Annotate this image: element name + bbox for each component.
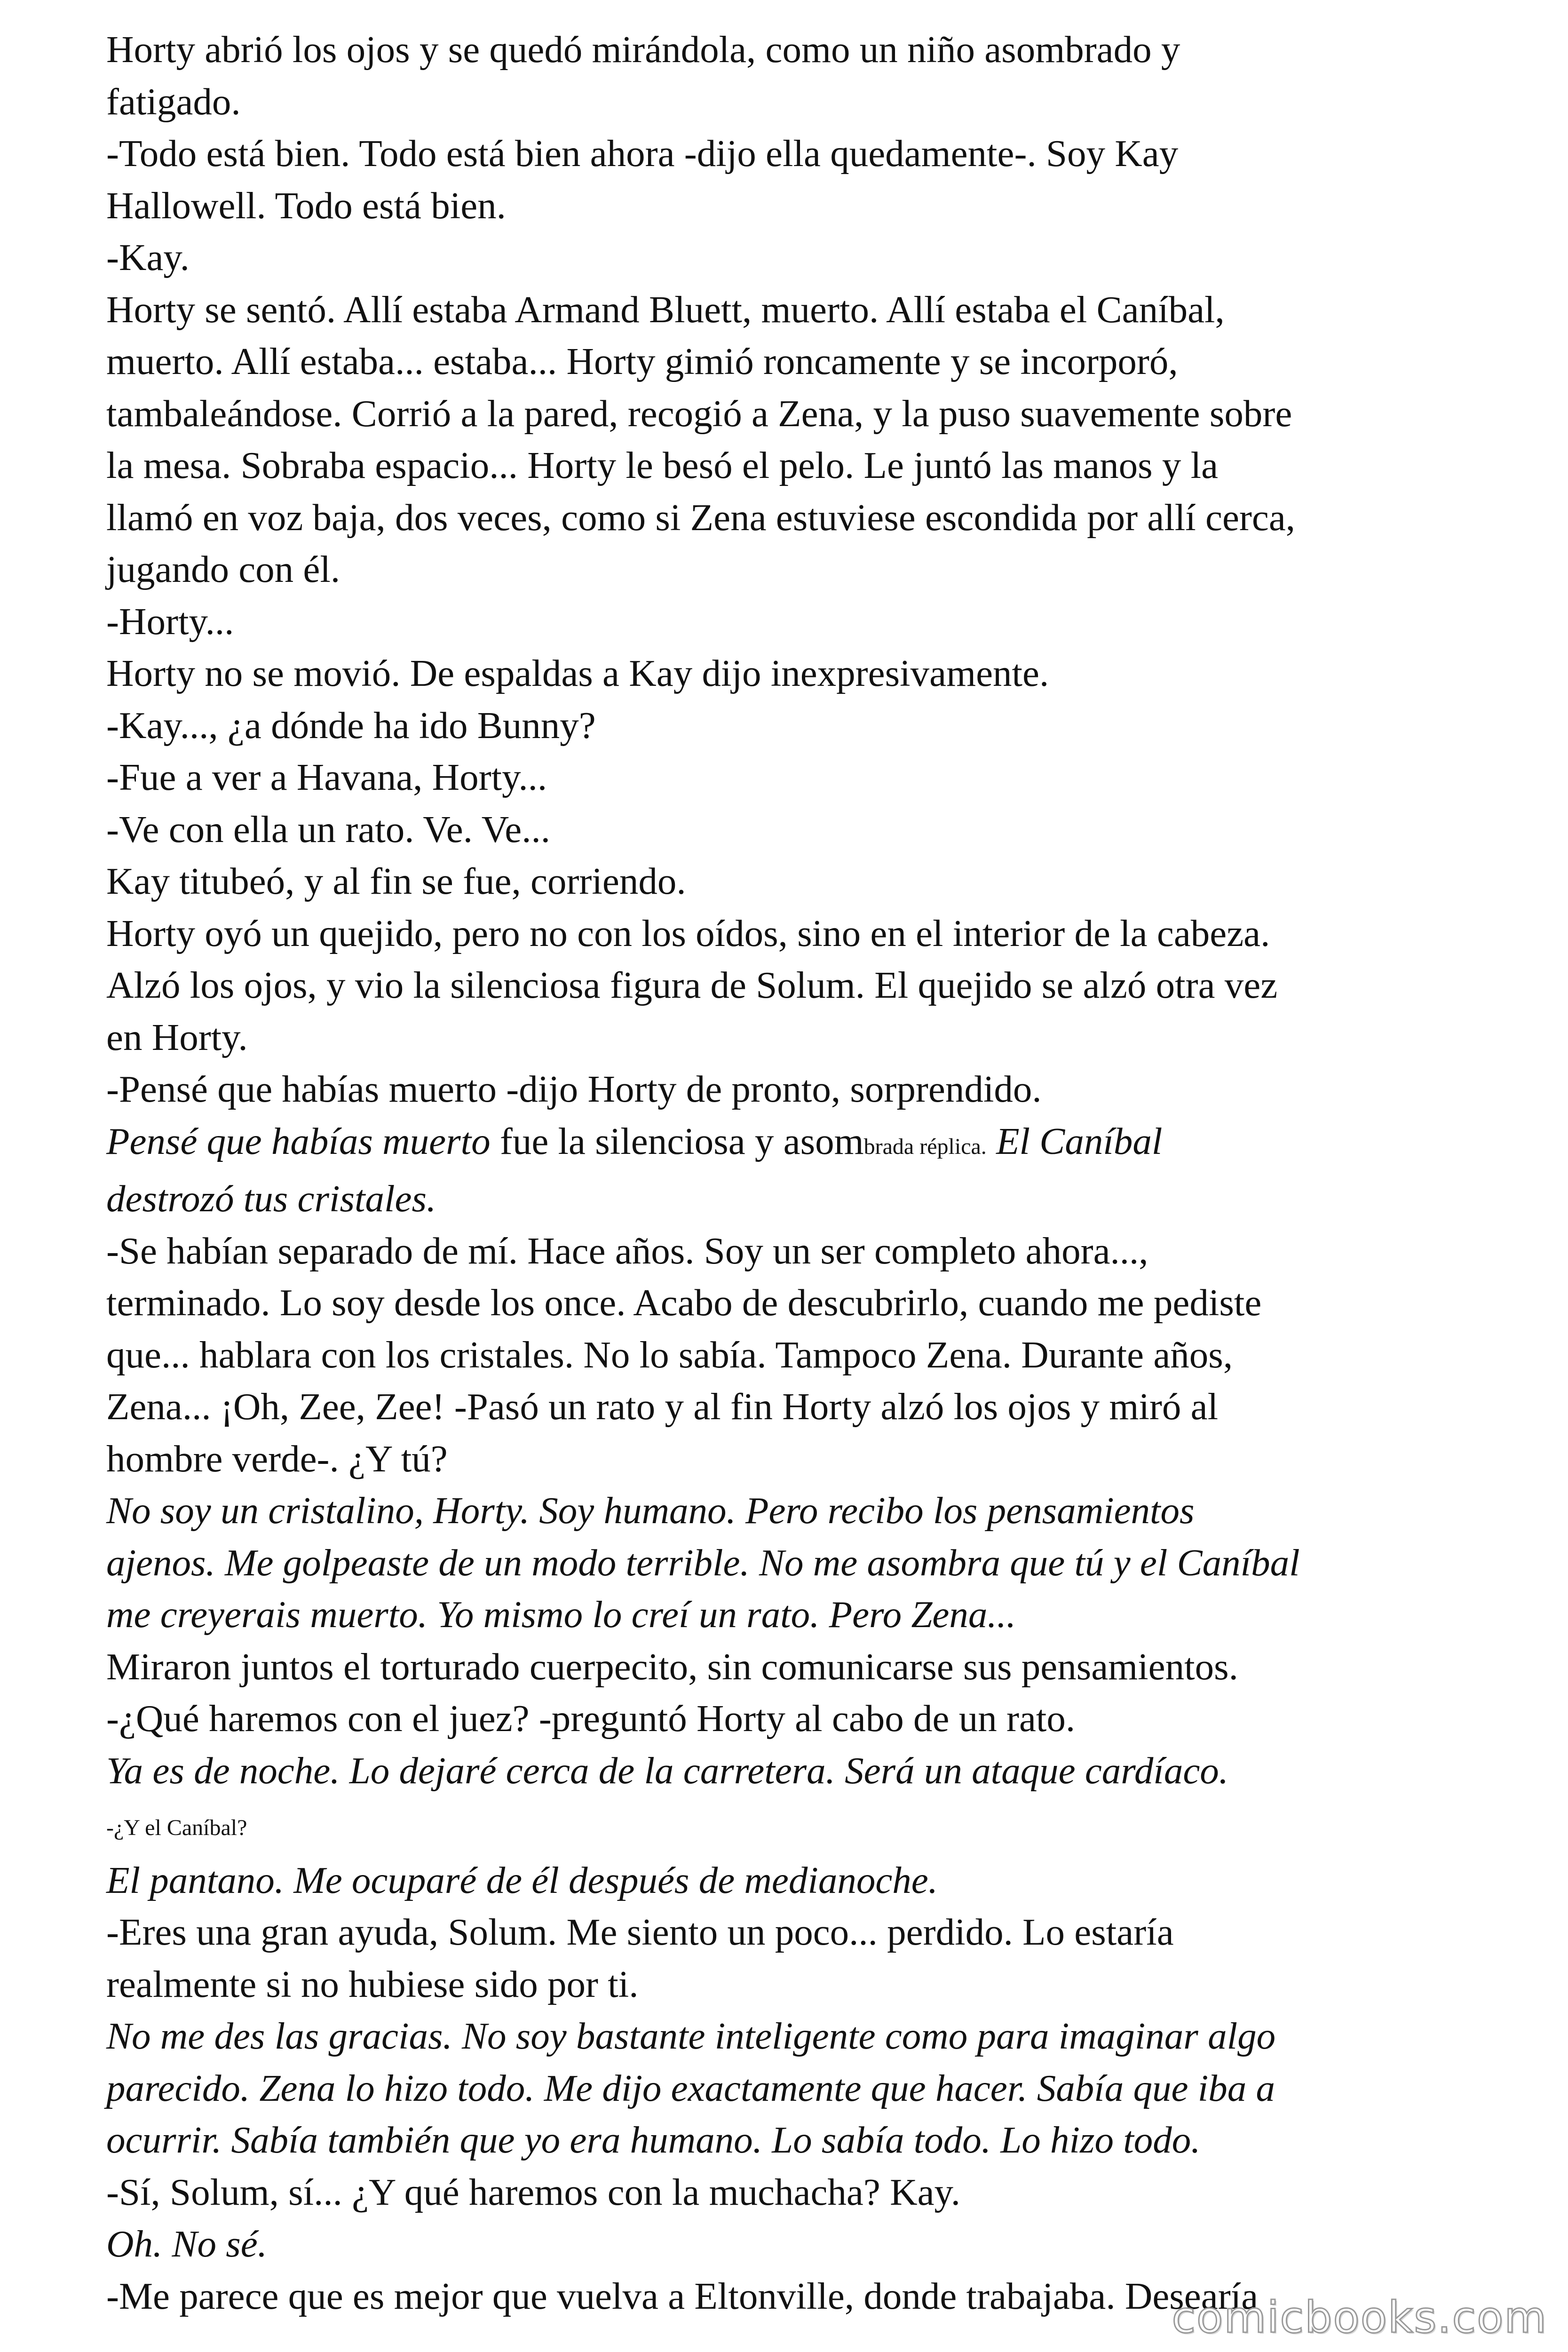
text-line: [106, 1063, 1480, 1115]
text-segment: -¿Y el Caníbal?: [106, 1815, 247, 1840]
text-line: [106, 1692, 1480, 1745]
text-line: [106, 596, 1480, 648]
text-line: [106, 1854, 1480, 1907]
text-line: [106, 1589, 1480, 1641]
watermark: comicbooks.com: [1172, 2292, 1547, 2343]
text-line: [106, 1485, 1480, 1537]
text-line: [106, 855, 1480, 907]
text-line: [106, 699, 1480, 752]
text-segment: -Me parece que es mejor que vuelva a Eltonville, donde trabajaba. Desearía: [106, 2274, 1259, 2317]
text-segment: ocurrir. Sabía también que yo era humano. Lo sabía todo. Lo hizo todo.: [106, 2119, 1201, 2161]
text-line: [106, 335, 1480, 388]
text-line: [106, 1115, 1480, 1173]
text-line: [106, 1641, 1480, 1693]
text-segment: fatigado.: [106, 80, 241, 123]
text-segment: Miraron juntos el torturado cuerpecito, sin comunicarse sus pensamientos.: [106, 1645, 1238, 1688]
text-segment: jugando con él.: [106, 548, 341, 590]
text-segment: El pantano. Me ocuparé de él después de medianoche.: [106, 1859, 938, 1901]
text-segment: -Se habían separado de mí. Hace años. Soy un ser completo ahora...,: [106, 1229, 1148, 1272]
text-line: [106, 751, 1480, 803]
text-segment: Horty abrió los ojos y se quedó mirándola, como un niño asombrado y: [106, 28, 1180, 71]
text-segment: -Pensé que habías muerto -dijo Horty de pronto, sorprendido.: [106, 1068, 1042, 1110]
text-segment: Horty no se movió. De espaldas a Kay dijo inexpresivamente.: [106, 652, 1049, 694]
text-line: [106, 127, 1480, 180]
text-line: [106, 1381, 1480, 1433]
text-line: [106, 1537, 1480, 1589]
text-segment: -Ve con ella un rato. Ve. Ve...: [106, 808, 550, 850]
text-segment: Alzó los ojos, y vio la silenciosa figura de Solum. El quejido se alzó otra vez: [106, 964, 1278, 1006]
text-segment: Ya es de noche. Lo dejaré cerca de la carretera. Será un ataque cardíaco.: [106, 1749, 1229, 1792]
text-line: [106, 2218, 1480, 2270]
text-line: [106, 647, 1480, 699]
text-segment: El Caníbal: [986, 1120, 1163, 1162]
text-line: [106, 543, 1480, 596]
text-segment: Pensé que habías muerto: [106, 1120, 491, 1162]
text-segment: hombre verde-. ¿Y tú?: [106, 1437, 448, 1480]
text-segment: -Sí, Solum, sí... ¿Y qué haremos con la muchacha? Kay.: [106, 2170, 961, 2213]
text-line: [106, 1958, 1480, 2010]
text-line: [106, 1433, 1480, 1485]
text-segment: tambaleándose. Corrió a la pared, recogió a Zena, y la puso suavemente sobre: [106, 392, 1292, 435]
text-line: [106, 1745, 1480, 1797]
text-segment: No soy un cristalino, Horty. Soy humano. Pero recibo los pensamientos: [106, 1489, 1195, 1532]
text-line: [106, 24, 1480, 76]
text-segment: Hallowell. Todo está bien.: [106, 184, 506, 227]
text-segment: -Horty...: [106, 600, 234, 643]
text-line: [106, 1906, 1480, 1958]
text-line: [106, 907, 1480, 960]
text-line: [106, 2010, 1480, 2062]
text-segment: -Fue a ver a Havana, Horty...: [106, 756, 547, 798]
text-line: [106, 492, 1480, 544]
text-line: [106, 388, 1480, 440]
text-segment: ajenos. Me golpeaste de un modo terrible. No me asombra que tú y el Caníbal: [106, 1541, 1300, 1584]
text-segment: -Todo está bien. Todo está bien ahora -dijo ella quedamente-. Soy Kay: [106, 132, 1179, 175]
text-line: [106, 2114, 1480, 2166]
text-segment: realmente si no hubiese sido por ti.: [106, 1963, 639, 2005]
text-line: [106, 2062, 1480, 2114]
text-segment: Kay titubeó, y al fin se fue, corriendo.: [106, 860, 686, 902]
text-segment: terminado. Lo soy desde los once. Acabo de descubrirlo, cuando me pediste: [106, 1281, 1262, 1324]
text-segment: muerto. Allí estaba... estaba... Horty gimió roncamente y se incorporó,: [106, 340, 1178, 382]
text-segment: -Kay.: [106, 236, 190, 278]
text-segment: brada réplica.: [863, 1134, 987, 1159]
text-line: [106, 1796, 1480, 1854]
text-segment: fue la silenciosa y asom: [490, 1120, 864, 1162]
text-line: [106, 1173, 1480, 1225]
text-segment: en Horty.: [106, 1016, 248, 1058]
text-segment: destrozó tus cristales.: [106, 1177, 436, 1220]
text-segment: Horty se sentó. Allí estaba Armand Bluett, muerto. Allí estaba el Caníbal,: [106, 288, 1225, 331]
text-segment: No me des las gracias. No soy bastante inteligente como para imaginar algo: [106, 2015, 1276, 2057]
text-segment: Zena... ¡Oh, Zee, Zee! -Pasó un rato y al fin Horty alzó los ojos y miró al: [106, 1385, 1219, 1428]
text-segment: la mesa. Sobraba espacio... Horty le besó el pelo. Le juntó las manos y la: [106, 444, 1219, 486]
text-line: [106, 1329, 1480, 1381]
text-segment: Horty oyó un quejido, pero no con los oídos, sino en el interior de la cabeza.: [106, 912, 1270, 954]
text-line: [106, 76, 1480, 128]
text-segment: Oh. No sé.: [106, 2223, 267, 2265]
text-line: [106, 1011, 1480, 1064]
text-line: [106, 180, 1480, 232]
text-line: [106, 959, 1480, 1011]
text-segment: -Kay..., ¿a dónde ha ido Bunny?: [106, 704, 596, 747]
text-line: [106, 284, 1480, 336]
text-segment: -Eres una gran ayuda, Solum. Me siento un poco... perdido. Lo estaría: [106, 1911, 1174, 1953]
text-line: [106, 231, 1480, 284]
text-line: [106, 1277, 1480, 1329]
text-segment: -¿Qué haremos con el juez? -preguntó Horty al cabo de un rato.: [106, 1697, 1076, 1740]
page-text: [106, 24, 1480, 2322]
text-line: [106, 439, 1480, 492]
text-segment: me creyerais muerto. Yo mismo lo creí un rato. Pero Zena...: [106, 1593, 1016, 1636]
text-segment: que... hablara con los cristales. No lo sabía. Tampoco Zena. Durante años,: [106, 1333, 1233, 1376]
text-segment: llamó en voz baja, dos veces, como si Zena estuviese escondida por allí cerca,: [106, 496, 1296, 539]
text-line: [106, 803, 1480, 856]
text-segment: parecido. Zena lo hizo todo. Me dijo exactamente que hacer. Sabía que iba a: [106, 2066, 1275, 2109]
text-line: [106, 1225, 1480, 1277]
text-line: [106, 2166, 1480, 2218]
